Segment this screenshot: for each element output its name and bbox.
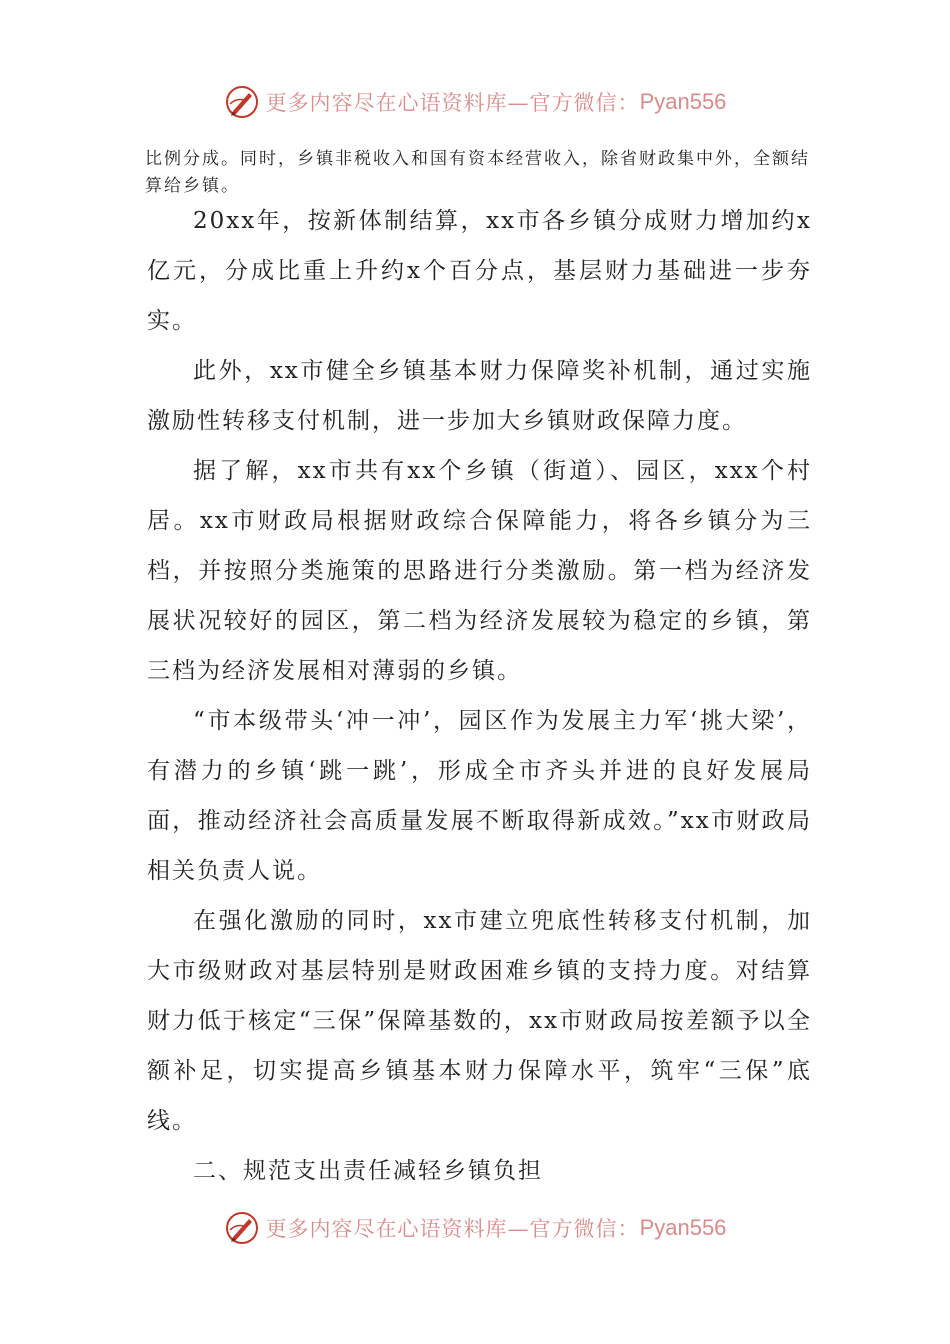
paragraph: 据了解，xx市共有xx个乡镇（街道）、园区，xxx个村居。xx市财政局根据财政综合保障能力，将各乡镇分为三档，并按照分类施策的思路进行分类激励。第一档为经济发展状况较好的园区，第二档为经济发展较为稳定的乡镇，第三档为经济发展相对薄弱的乡镇。 <box>147 458 812 684</box>
banner-text: 更多内容尽在心语资料库—官方微信： <box>265 1217 640 1241</box>
banner-wechat-id: Pyan556 <box>639 89 727 114</box>
paragraph: 此外，xx市健全乡镇基本财力保障奖补机制，通过实施激励性转移支付机制，进一步加大乡镇财政保障力度。 <box>147 358 812 434</box>
paragraph: “市本级带头‘冲一冲’，园区作为发展主力军‘挑大梁’，有潜力的乡镇‘跳一跳’，形成全市齐头并进的良好发展局面，推动经济社会高质量发展不断取得新成效。”xx市财政局相关负责人说。 <box>147 708 812 884</box>
footer-watermark-banner <box>0 1208 950 1248</box>
pen-logo-icon <box>224 84 260 120</box>
paragraph: 20xx年，按新体制结算，xx市各乡镇分成财力增加约x亿元，分成比重上升约x个百分点，基层财力基础进一步夯实。 <box>147 208 812 334</box>
section-heading: 二、规范支出责任减轻乡镇负担 <box>193 1158 543 1184</box>
lead-fragment: 比例分成。同时，乡镇非税收入和国有资本经营收入，除省财政集中外，全额结算给乡镇。 <box>145 149 810 196</box>
header-watermark-banner <box>0 82 950 122</box>
banner-text: 更多内容尽在心语资料库—官方微信： <box>265 91 640 115</box>
pen-logo-icon <box>224 1210 260 1246</box>
document-body <box>147 196 812 1196</box>
paragraph: 在强化激励的同时，xx市建立兜底性转移支付机制，加大市级财政对基层特别是财政困难乡镇的支持力度。对结算财力低于核定“三保”保障基数的，xx市财政局按差额予以全额补足，切实提高乡镇基本财力保障水平，筑牢“三保”底线。 <box>147 908 812 1134</box>
banner-wechat-id: Pyan556 <box>639 1215 727 1240</box>
